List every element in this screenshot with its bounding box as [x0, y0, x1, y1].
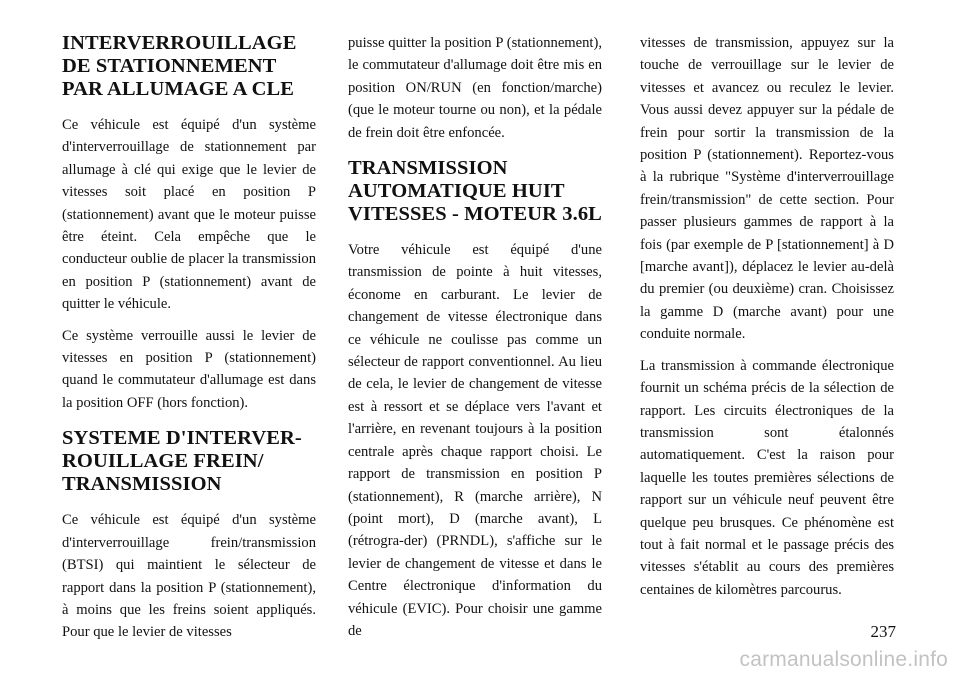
paragraph: vitesses de transmission, appuyez sur la touche de verrouillage sur le levier de vitesses et avancez ou reculez le levier. Vous aussi devez appuyer sur la pédale de frein pour sortir la transmission de la position P (stationnement). Reportez-vous à la rubrique "Système d'interverrouillage frein/transmission" de cette section. Pour passer plusieurs gammes de rapport à la fois (par exemple de P [stationnement] à D [marche avant]), déplacez le levier au-delà du premier (ou deuxième) cran. Choisissez la gamme D (marche avant) pour une conduite normale.: [640, 35, 894, 343]
paragraph: Votre véhicule est équipé d'une transmission de pointe à huit vitesses, économe en carburant. Le levier de changement de vitesse électronique dans ce véhicule ne coulisse pas comme un sélecteur de rapport conventionnel. Au lieu de cela, le levier de changement de vitesse est à ressort et se déplace vers l'avant et l'arrière, en revenant toujours à la position centrale après chaque rapport choisi. Le rapport de transmission en position P (stationnement), R (marche arrière), N (point mort), D (marche avant), L (rétrogra-der) (PRNDL), s'affiche sur le levier de changement de vitesse et dans le Centre électronique d'information du véhicule (EVIC). Pour choisir une gamme de: [348, 242, 602, 639]
column-right: [640, 32, 894, 610]
section-heading-ignition-park-interlock: INTERVERROUILLAGE DE STATIONNEMENT PAR ALLUMAGE A CLE: [62, 32, 297, 100]
section-heading-brake-transmission-interlock: SYSTEME D'INTERVER-ROUILLAGE FREIN/ TRANSMISSION: [62, 427, 302, 496]
paragraph: puisse quitter la position P (stationnement), le commutateur d'allumage doit être mis en position ON/RUN (en fonction/marche) (que le moteur tourne ou non), et la pédale de frein doit être enfoncée.: [348, 35, 602, 141]
section-heading-eight-speed-transmission: TRANSMISSION AUTOMATIQUE HUIT VITESSES - MOTEUR 3.6L: [348, 157, 602, 226]
paragraph: La transmission à commande électronique fournit un schéma précis de la sélection de rapport. Les circuits électroniques de la transmission sont étalonnés automatiquement. C'est la raison pour laquelle les toutes premières sélections de rapport sur un véhicule neuf peuvent être quelque peu brusques. Ce phénomène est tout à fait normal et le passage précis des vitesses s'établit au cours des premières centaines de kilomètres parcourus.: [640, 357, 894, 598]
page-number: 237: [870, 622, 896, 641]
column-middle: [348, 32, 602, 651]
watermark: carmanualsonline.info: [739, 648, 948, 671]
paragraph: Ce véhicule est équipé d'un système d'interverrouillage de stationnement par allumage à clé qui exige que le levier de vitesses soit placé en position P (stationnement) avant que le moteur puisse être éteint. Cela empêche que le conducteur oublie de placer la transmission en position P (stationnement) avant de quitter le véhicule.: [62, 117, 316, 313]
paragraph: Ce véhicule est équipé d'un système d'interverrouillage frein/transmission (BTSI) qui maintient le sélecteur de rapport dans la position P (stationnement), à moins que les freins soient appliqués. Pour que le levier de vitesses: [62, 512, 316, 641]
column-left: [62, 32, 316, 653]
paragraph: Ce système verrouille aussi le levier de vitesses en position P (stationnement) quand le commutateur d'allumage est dans la position OFF (hors fonction).: [62, 327, 316, 411]
